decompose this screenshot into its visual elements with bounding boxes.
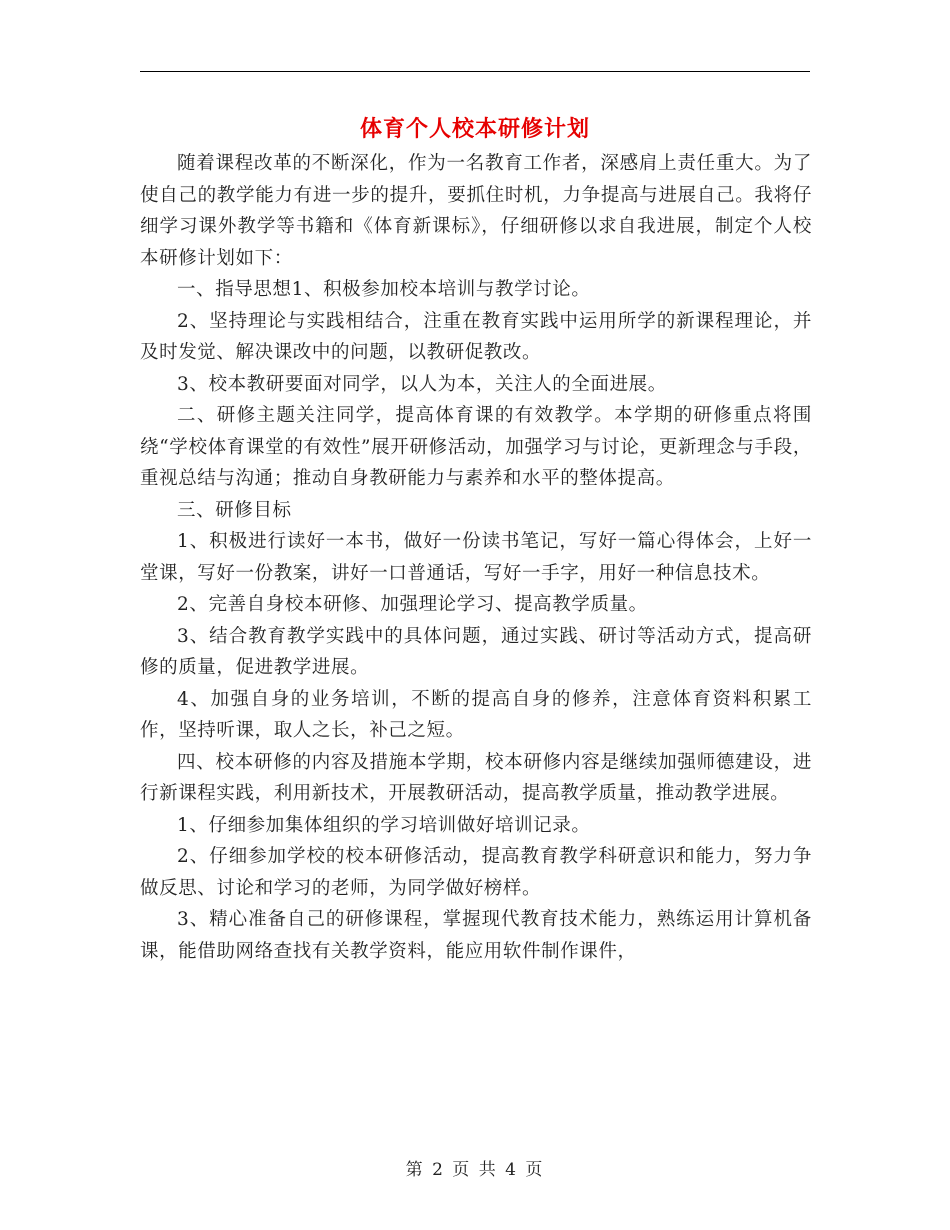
paragraph-goal-4: 4、加强自身的业务培训，不断的提高自身的修养，注意体育资料积累工作，坚持听课，取人之长，补己之短。 xyxy=(140,688,812,741)
paragraph-measure-2: 2、仔细参加学校的校本研修活动，提高教育教学科研意识和能力，努力争做反思、讨论和学习的老师，为同学做好榜样。 xyxy=(140,846,812,899)
paragraph-student-centered: 3、校本教研要面对同学，以人为本，关注人的全面进展。 xyxy=(177,373,667,395)
document-body xyxy=(140,148,812,967)
document-title: 体育个人校本研修计划 xyxy=(359,116,590,142)
paragraph-intro: 随着课程改革的不断深化，作为一名教育工作者，深感肩上责任重大。为了使自己的教学能力有进一步的提升，要抓住时机，力争提高与进展自己。我将仔细学习课外教学等书籍和《体育新课标》，仔细研修以求自我进展，制定个人校本研修计划如下： xyxy=(140,153,812,269)
paragraph-goal-1: 1、积极进行读好一本书，做好一份读书笔记，写好一篇心得体会，上好一堂课，写好一份教案，讲好一口普通话，写好一手字，用好一种信息技术。 xyxy=(140,531,812,584)
paragraph-theory-practice: 2、坚持理论与实践相结合，注重在教育实践中运用所学的新课程理论，并及时发觉、解决课改中的问题，以教研促教改。 xyxy=(140,310,812,363)
paragraph-measure-1: 1、仔细参加集体组织的学习培训做好培训记录。 xyxy=(177,814,591,836)
header-rule xyxy=(140,71,810,72)
paragraph-goal-3: 3、结合教育教学实践中的具体问题，通过实践、研讨等活动方式，提高研修的质量，促进教学进展。 xyxy=(140,625,812,678)
paragraph-goal-2: 2、完善自身校本研修、加强理论学习、提高教学质量。 xyxy=(177,594,648,615)
paragraph-content-measures: 四、校本研修的内容及措施本学期，校本研修内容是继续加强师德建设，进行新课程实践，利用新技术，开展教研活动，提高教学质量，推动教学进展。 xyxy=(140,751,812,804)
paragraph-guiding-thought: 一、指导思想1、积极参加校本培训与教学讨论。 xyxy=(177,279,591,300)
paragraph-research-theme: 二、研修主题关注同学，提高体育课的有效教学。本学期的研修重点将围绕“学校体育课堂的有效性”展开研修活动，加强学习与讨论，更新理念与手段，重视总结与沟通；推动自身教研能力与素养和水平的整体提高。 xyxy=(140,405,812,489)
paragraph-measure-3: 3、精心准备自己的研修课程，掌握现代教育技术能力，熟练运用计算机备课，能借助网络查找有关教学资料，能应用软件制作课件， xyxy=(140,909,812,962)
paragraph-goals-heading: 三、研修目标 xyxy=(177,499,292,521)
page-number-footer: 第 2 页 共 4 页 xyxy=(405,1160,545,1180)
